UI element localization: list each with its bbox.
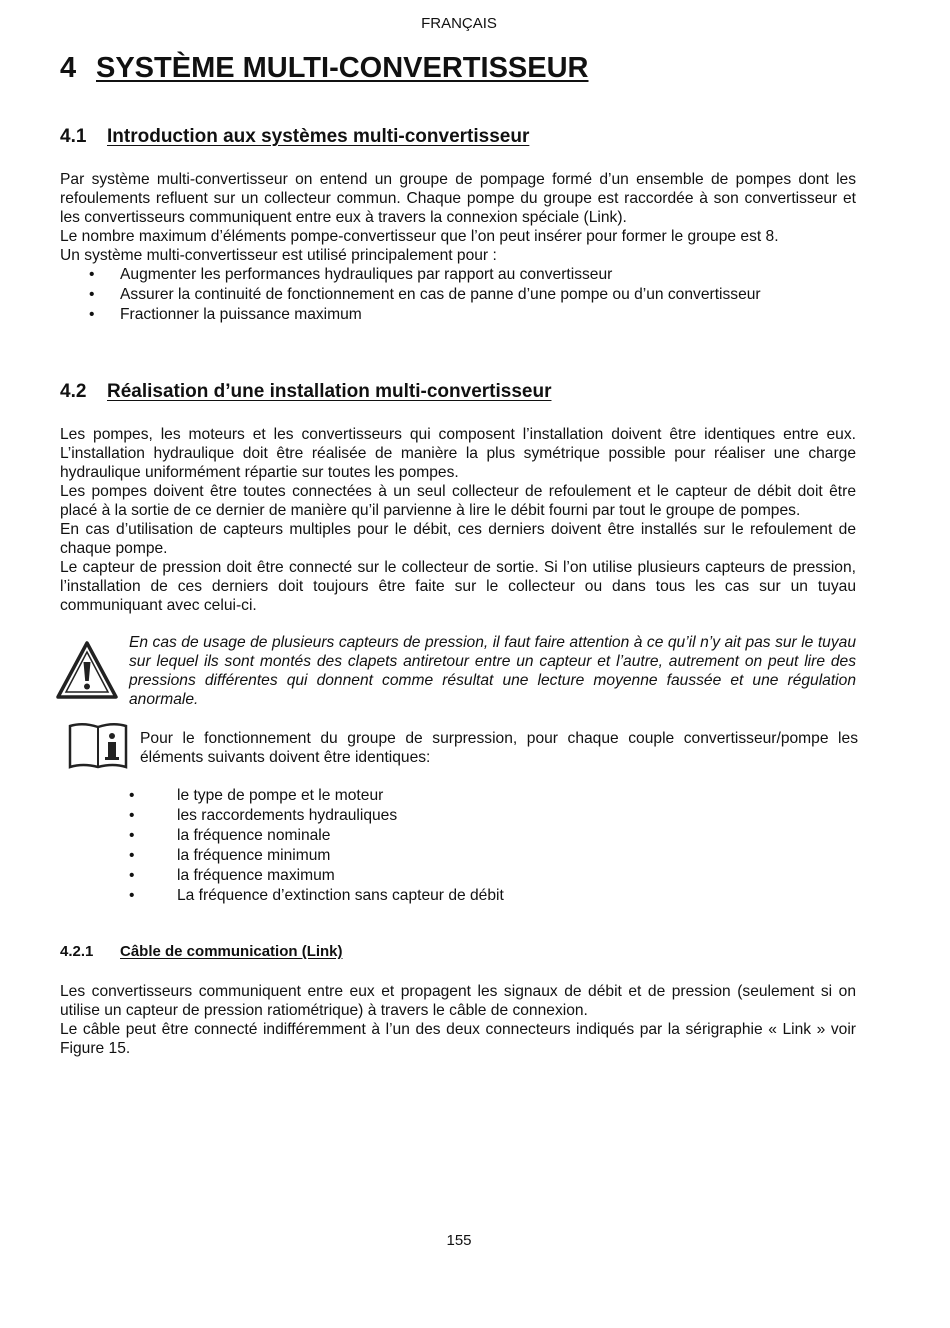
section-4-1-body [60, 170, 856, 265]
manual-info-icon [67, 721, 129, 769]
list-item: • le type de pompe et le moteur [60, 786, 504, 806]
usage-bullet-list [60, 265, 761, 325]
section-number: 4.1 [60, 126, 87, 147]
chapter-number: 4 [60, 52, 77, 84]
usage-intro-text: Un système multi-convertisseur est utilisé principalement pour : [60, 247, 497, 264]
section-4-2-heading [60, 381, 551, 403]
section-4-1-heading [60, 126, 529, 148]
list-item: • la fréquence nominale [60, 826, 504, 846]
list-item: • Augmenter les performances hydrauliques par rapport au convertisseur [60, 265, 761, 285]
paragraph: Le capteur de pression doit être connecté sur le collecteur de sortie. Si l’on utilise plusieurs capteurs de pression, l’installation de ces derniers doit toujours être faite sur le collecteur ou dans tous les cas sur un tuyau communiquant avec celui-ci. [60, 559, 856, 614]
section-title: Réalisation d’une installation multi-convertisseur [107, 381, 552, 402]
section-title: Introduction aux systèmes multi-convertisseur [107, 126, 530, 147]
paragraph: Le câble peut être connecté indifféremment à l’un des deux connecteurs indiqués par la sérigraphie « Link » voir Figure 15. [60, 1021, 856, 1057]
paragraph: En cas d’utilisation de capteurs multiples pour le débit, ces derniers doivent être installés sur le refoulement de chaque pompe. [60, 521, 856, 557]
section-title: Câble de communication (Link) [120, 943, 343, 960]
max-elements-text: Le nombre maximum d’éléments pompe-convertisseur que l’on peut insérer pour former le groupe est 8. [60, 228, 779, 245]
section-number: 4.2.1 [60, 943, 94, 960]
paragraph: Les pompes, les moteurs et les convertisseurs qui composent l’installation doivent être identiques entre eux. L’installation hydraulique doit être réalisée de manière la plus symétrique possible pour réaliser une charge hydraulique uniformément répartie sur toutes les pompes. [60, 426, 856, 481]
list-item: • Fractionner la puissance maximum [60, 305, 761, 325]
list-item: • Assurer la continuité de fonctionnement en cas de panne d’une pompe ou d’un convertisseur [60, 285, 761, 305]
section-4-2-body [60, 425, 856, 615]
info-text: Pour le fonctionnement du groupe de surpression, pour chaque couple convertisseur/pompe les éléments suivants doivent être identiques: [140, 730, 858, 766]
section-4-2-1-body [60, 982, 856, 1058]
paragraph: Les pompes doivent être toutes connectées à un seul collecteur de refoulement et le capteur de débit doit être placé à la sortie de ce dernier de manière qu’il parvienne à lire le débit fourni par tout le groupe de pompes. [60, 483, 856, 519]
page-number: 155 [446, 1232, 472, 1249]
list-item: • la fréquence minimum [60, 846, 504, 866]
identical-elements-info [140, 729, 858, 767]
list-item: • La fréquence d’extinction sans capteur de débit [60, 886, 504, 906]
page-header-language: FRANÇAIS [421, 15, 497, 32]
chapter-heading [60, 52, 589, 85]
warning-triangle-icon [55, 640, 119, 700]
warning-text: En cas de usage de plusieurs capteurs de pression, il faut faire attention à ce qu’il n’y ait pas sur le tuyau sur lequel ils sont montés des clapets antiretour entre un capteur et l’autre, autrement on peut lire des pressions différentes qui donnent comme résultat une lecture moyenne faussée et une régulation anormale. [129, 634, 856, 708]
list-item: • les raccordements hydrauliques [60, 806, 504, 826]
identical-elements-list [60, 786, 504, 906]
chapter-title: SYSTÈME MULTI-CONVERTISSEUR [96, 52, 589, 84]
section-4-2-1-heading [60, 943, 343, 960]
list-item: • la fréquence maximum [60, 866, 504, 886]
pressure-sensor-warning [129, 633, 856, 709]
section-number: 4.2 [60, 381, 87, 402]
intro-paragraph: Par système multi-convertisseur on entend un groupe de pompage formé d’un ensemble de pompes dont les refoulements refluent sur un collecteur commun. Chaque pompe du groupe est raccordée à son convertisseur et les convertisseurs communiquent entre eux à travers la connexion spéciale (Link). [60, 171, 856, 226]
paragraph: Les convertisseurs communiquent entre eux et propagent les signaux de débit et de pression (seulement si on utilise un capteur de pression ratiométrique) à travers le câble de connexion. [60, 983, 856, 1019]
